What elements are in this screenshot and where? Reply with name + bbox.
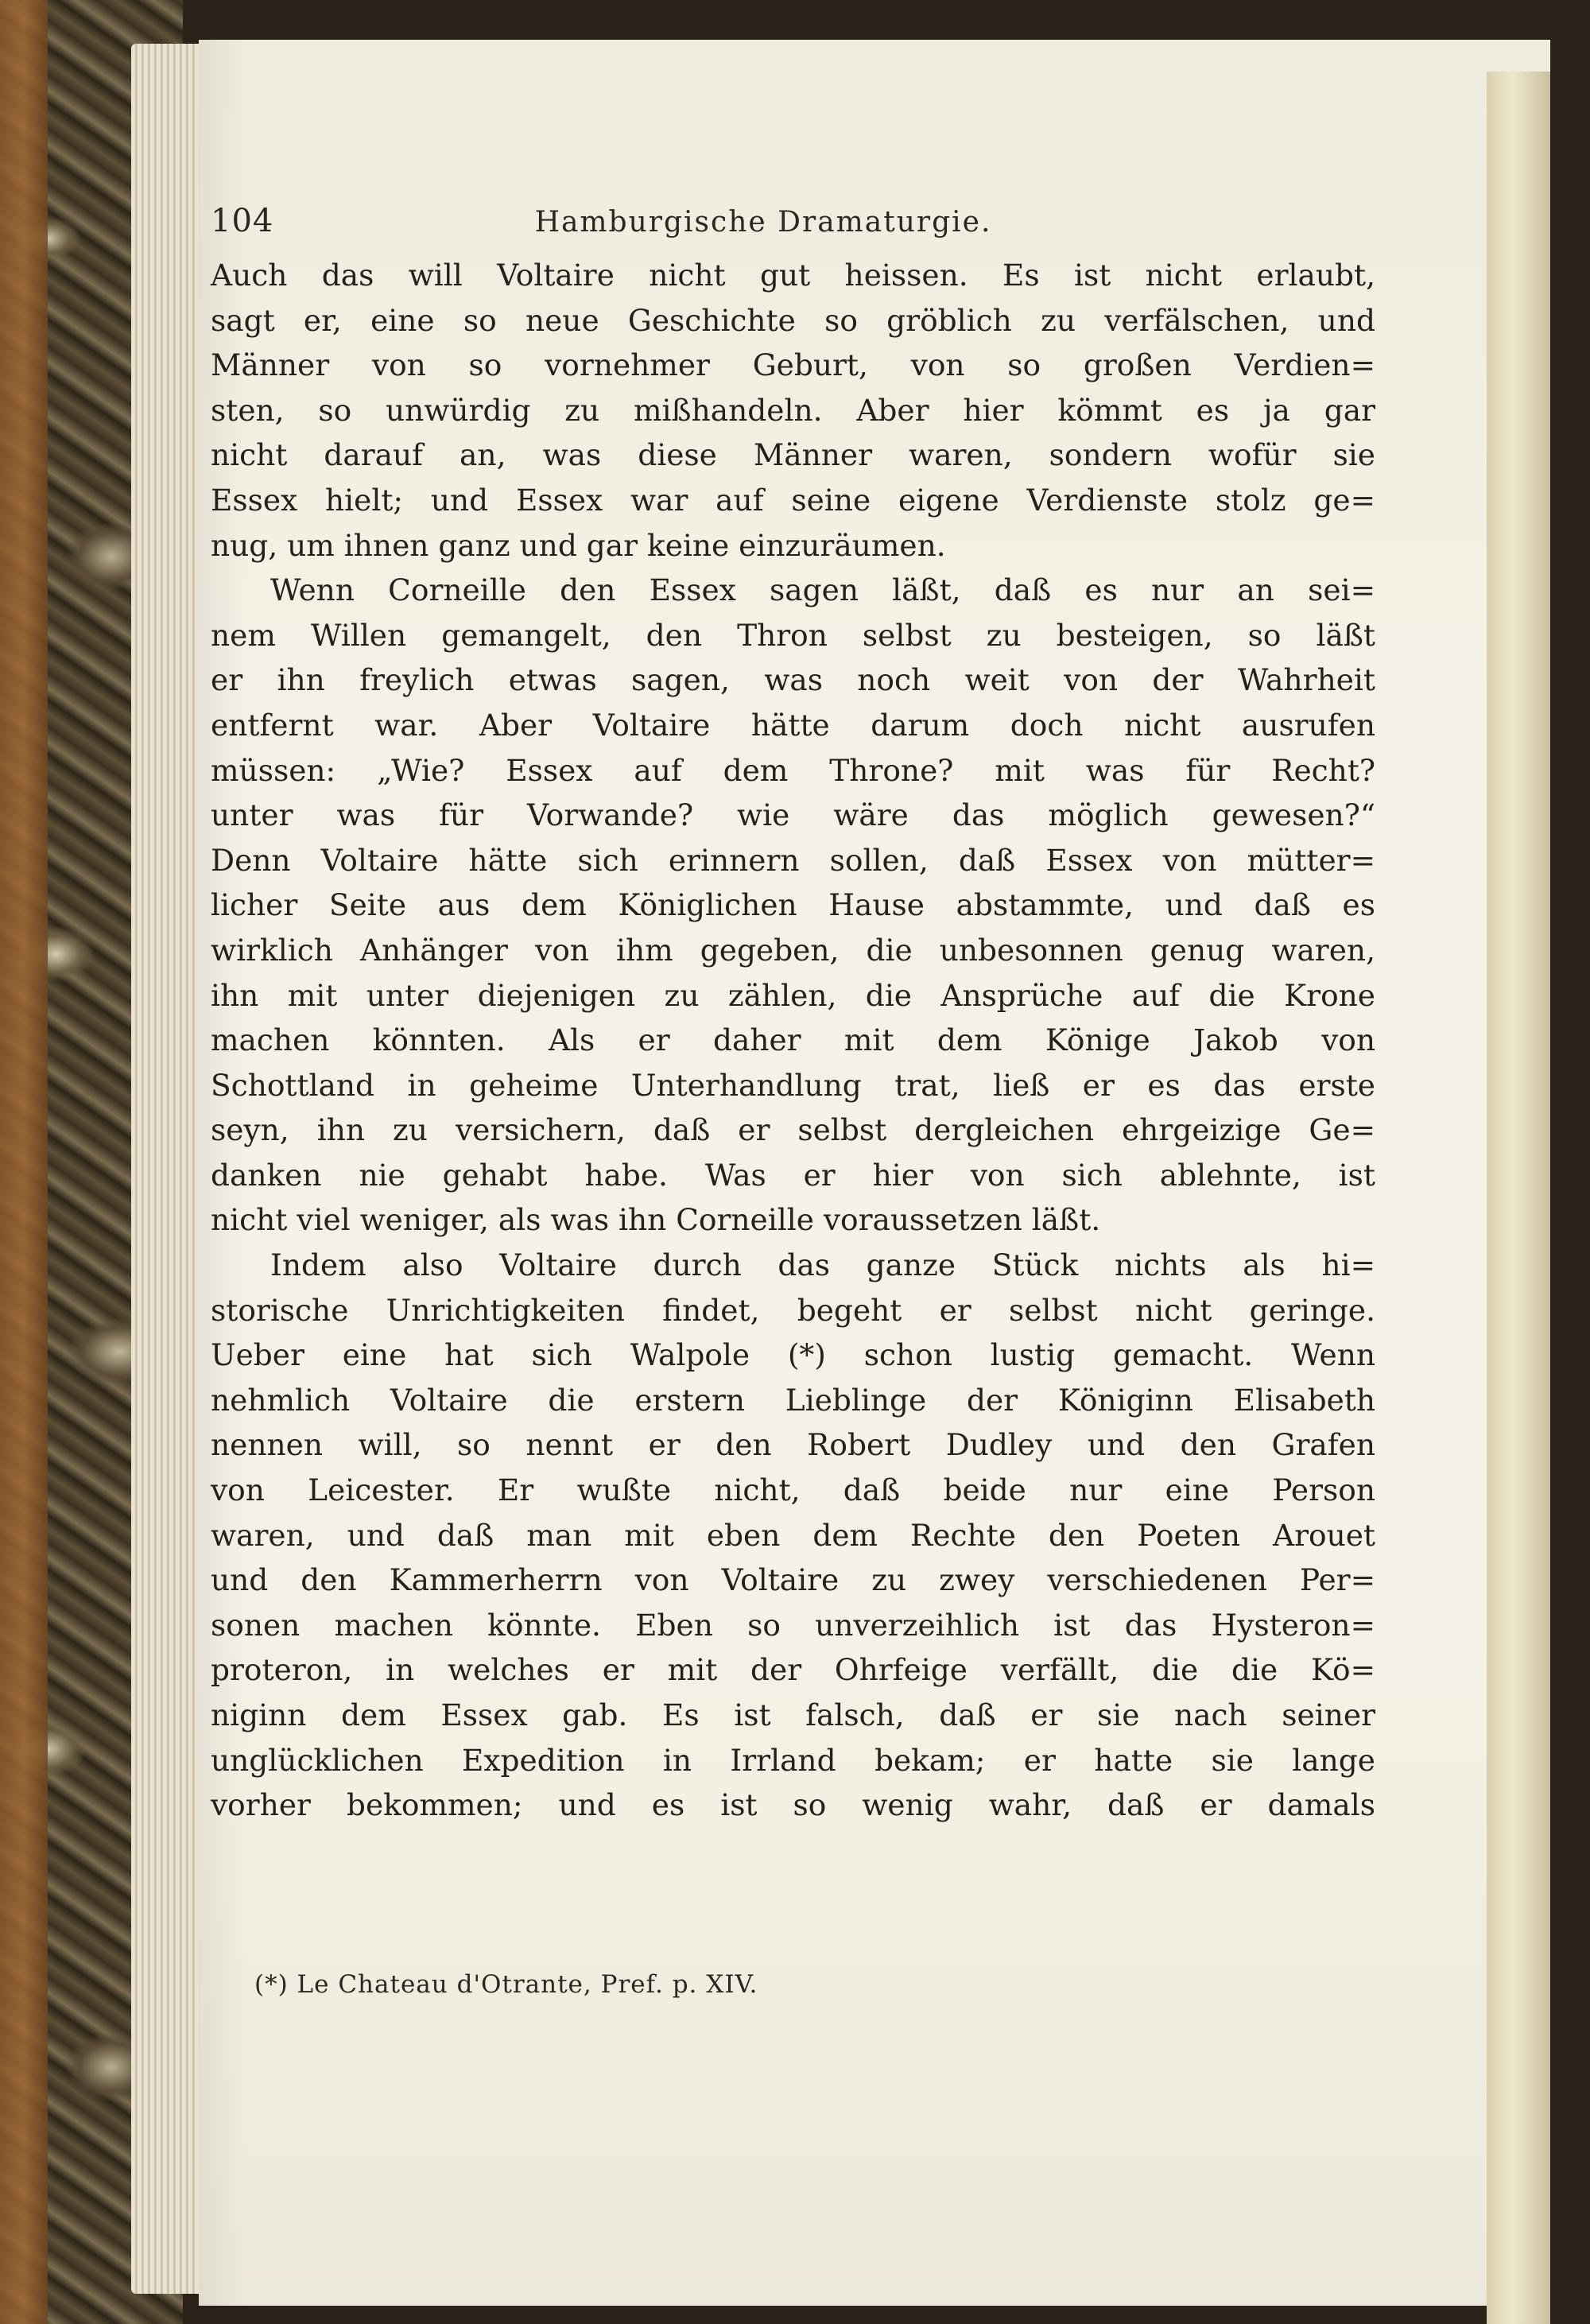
- text-line: nicht darauf an, was diese Männer waren, sondern wofür sie: [211, 437, 1375, 473]
- text-line: sonen machen könnte. Eben so unverzeihlich ist das Hysteron=: [211, 1607, 1375, 1643]
- text-line: nug, um ihnen ganz und gar keine einzuräumen.: [211, 527, 946, 563]
- text-line: entfernt war. Aber Voltaire hätte darum doch nicht ausrufen: [211, 707, 1375, 743]
- text-line: Denn Voltaire hätte sich erinnern sollen, daß Essex von mütter=: [211, 842, 1375, 878]
- running-head: Hamburgische Dramaturgie.: [534, 206, 992, 239]
- text-line: wirklich Anhänger von ihm gegeben, die unbesonnen genug waren,: [211, 932, 1375, 968]
- text-line: Essex hielt; und Essex war auf seine eigene Verdienste stolz ge=: [211, 482, 1375, 518]
- text-line: sagt er, eine so neue Geschichte so gröblich zu verfälschen, und: [211, 302, 1375, 338]
- text-line: er ihn freylich etwas sagen, was noch weit von der Wahrheit: [211, 662, 1375, 698]
- text-line: Wenn Corneille den Essex sagen läßt, daß es nur an sei=: [270, 572, 1375, 608]
- text-line: machen könnten. Als er daher mit dem Könige Jakob von: [211, 1022, 1375, 1058]
- text-line: nennen will, so nennt er den Robert Dudley und den Grafen: [211, 1427, 1375, 1463]
- book-cover-edge: [0, 0, 48, 2324]
- text-line: von Leicester. Er wußte nicht, daß beide nur eine Person: [211, 1472, 1375, 1508]
- text-line: nem Willen gemangelt, den Thron selbst zu besteigen, so läßt: [211, 617, 1375, 653]
- text-line: storische Unrichtigkeiten findet, begeht er selbst nicht geringe.: [211, 1292, 1375, 1328]
- text-line: proteron, in welches er mit der Ohrfeige verfällt, die die Kö=: [211, 1652, 1375, 1688]
- text-line: Ueber eine hat sich Walpole (*) schon lustig gemacht. Wenn: [211, 1337, 1375, 1373]
- footnote: (*) Le Chateau d'Otrante, Pref. p. XIV.: [254, 1970, 758, 1999]
- text-line: waren, und daß man mit eben dem Rechte den Poeten Arouet: [211, 1517, 1375, 1553]
- text-line: unter was für Vorwande? wie wäre das möglich gewesen?“: [211, 797, 1375, 833]
- text-line: unglücklichen Expedition in Irrland bekam; er hatte sie lange: [211, 1742, 1375, 1778]
- text-line: müssen: „Wie? Essex auf dem Throne? mit was für Recht?: [211, 752, 1375, 788]
- text-line: ihn mit unter diejenigen zu zählen, die Ansprüche auf die Krone: [211, 977, 1375, 1013]
- text-line: licher Seite aus dem Königlichen Hause abstammte, und daß es: [211, 887, 1375, 923]
- text-line: Schottland in geheime Unterhandlung trat, ließ er es das erste: [211, 1067, 1375, 1103]
- page-number: 104: [211, 203, 274, 239]
- page-header: [211, 203, 1316, 250]
- text-line: Auch das will Voltaire nicht gut heissen. Es ist nicht erlaubt,: [211, 258, 1375, 293]
- text-line: vorher bekommen; und es ist so wenig wahr, daß er damals: [211, 1787, 1375, 1823]
- text-line: nehmlich Voltaire die erstern Lieblinge der Königinn Elisabeth: [211, 1382, 1375, 1418]
- text-line: nicht viel weniger, als was ihn Corneille voraussetzen läßt.: [211, 1202, 1101, 1238]
- book-gutter: [1487, 72, 1550, 2324]
- text-line: Indem also Voltaire durch das ganze Stück nichts als hi=: [270, 1247, 1375, 1283]
- text-line: Männer von so vornehmer Geburt, von so großen Verdien=: [211, 347, 1375, 383]
- body-text: [211, 253, 1375, 1828]
- text-line: niginn dem Essex gab. Es ist falsch, daß er sie nach seiner: [211, 1697, 1375, 1732]
- text-line: und den Kammerherrn von Voltaire zu zwey verschiedenen Per=: [211, 1562, 1375, 1598]
- text-line: seyn, ihn zu versichern, daß er selbst dergleichen ehrgeizige Ge=: [211, 1112, 1375, 1148]
- text-line: sten, so unwürdig zu mißhandeln. Aber hier kömmt es ja gar: [211, 392, 1375, 428]
- text-line: danken nie gehabt habe. Was er hier von sich ablehnte, ist: [211, 1157, 1375, 1193]
